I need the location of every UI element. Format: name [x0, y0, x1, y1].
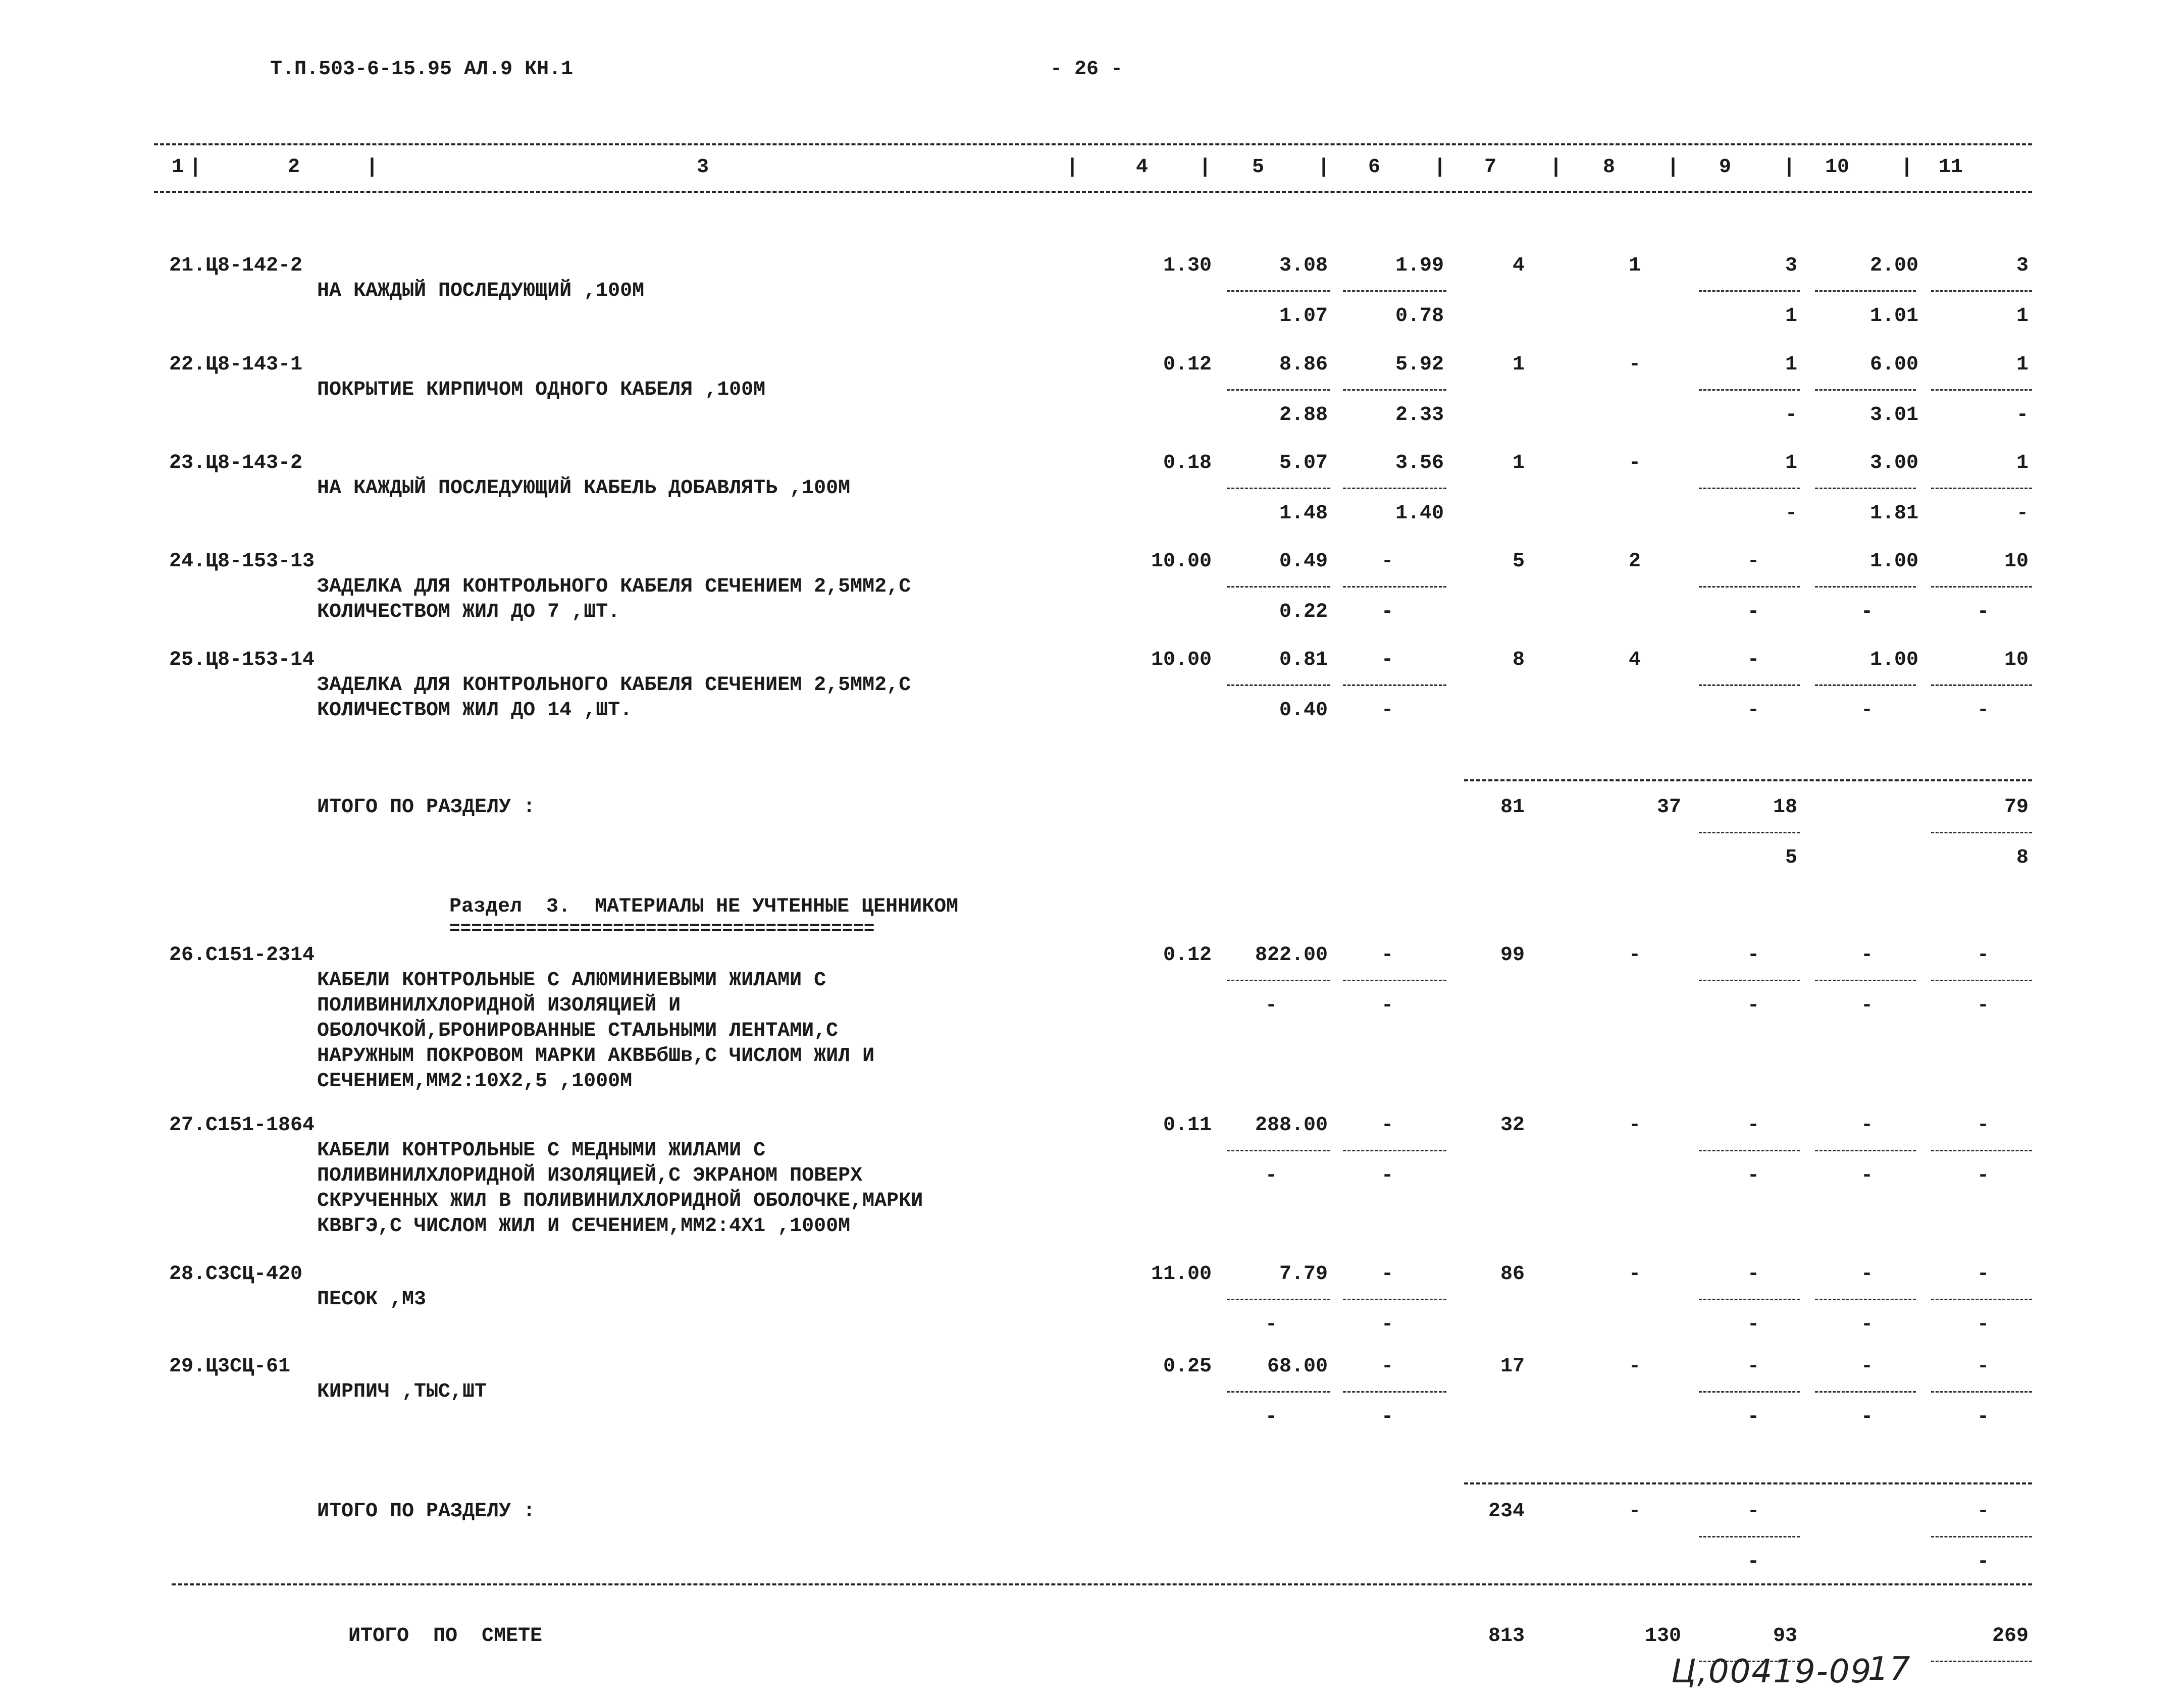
col4-value: 0.25: [1163, 1355, 1212, 1378]
row-description: КОЛИЧЕСТВОМ ЖИЛ ДО 7 ,ШТ.: [317, 601, 620, 623]
row-description: КОЛИЧЕСТВОМ ЖИЛ ДО 14 ,ШТ.: [317, 699, 633, 722]
total-rule: [1464, 779, 2032, 781]
col11-sub: -: [1977, 601, 1989, 623]
total-rule: [1464, 1482, 2032, 1484]
col6-value: -: [1381, 550, 1393, 573]
col-header-1: 1: [172, 156, 184, 179]
col5-value: 288.00: [1255, 1114, 1328, 1137]
col-header-4: 4: [1136, 156, 1149, 179]
total-col9-sub: -: [1747, 1551, 1759, 1573]
col10-value: -: [1860, 1355, 1873, 1378]
handwritten-code: Ц,00419-09: [1671, 1653, 1873, 1690]
row-description: КВВГЭ,С ЧИСЛОМ ЖИЛ И СЕЧЕНИЕМ,ММ2:4Х1 ,1000М: [317, 1215, 851, 1238]
col10-sub: -: [1860, 601, 1873, 623]
row-description: КИРПИЧ ,ТЫС,ШТ: [317, 1380, 487, 1403]
row-code: 27.С151-1864: [169, 1114, 315, 1137]
col9-sub: -: [1747, 994, 1759, 1017]
col6-sub: -: [1381, 994, 1393, 1017]
col11-value: -: [1977, 1355, 1989, 1378]
row-description: ПОКРЫТИЕ КИРПИЧОМ ОДНОГО КАБЕЛЯ ,100М: [317, 379, 766, 401]
col10-sub: -: [1860, 994, 1873, 1017]
col10-value: -: [1860, 944, 1873, 967]
col6-sub: 2.33: [1395, 404, 1444, 427]
col9-value: -: [1747, 649, 1759, 671]
col10-value: 1.00: [1869, 649, 1918, 671]
col6-value: -: [1381, 1355, 1393, 1378]
col6-value: -: [1381, 1263, 1393, 1286]
col5-sub: 1.07: [1279, 305, 1328, 328]
total-col7: 234: [1488, 1500, 1525, 1523]
page-number: - 26 -: [1050, 58, 1123, 81]
total-col11: -: [1977, 1500, 1989, 1523]
col5-sub: -: [1265, 1313, 1277, 1336]
total-col8: -: [1628, 1500, 1641, 1523]
col-header-2: 2: [288, 156, 300, 179]
row-description: ОБОЛОЧКОЙ,БРОНИРОВАННЫЕ СТАЛЬНЫМИ ЛЕНТАМИ,С: [317, 1020, 839, 1042]
col7-value: 4: [1512, 254, 1525, 277]
col8-value: 2: [1628, 550, 1641, 573]
col8-value: 1: [1628, 254, 1641, 277]
col-header-9: 9: [1719, 156, 1732, 179]
col10-value: 3.00: [1869, 452, 1918, 474]
col5-sub: -: [1265, 1164, 1277, 1187]
row-description: СКРУЧЕННЫХ ЖИЛ В ПОЛИВИНИЛХЛОРИДНОЙ ОБОЛОЧКЕ,МАРКИ: [317, 1190, 923, 1212]
col-header-6: 6: [1368, 156, 1381, 179]
row-description: ПОЛИВИНИЛХЛОРИДНОЙ ИЗОЛЯЦИЕЙ,С ЭКРАНОМ ПОВЕРХ: [317, 1164, 863, 1187]
col8-value: 4: [1628, 649, 1641, 671]
col-header-11: 11: [1939, 156, 1963, 179]
col10-value: -: [1860, 1114, 1873, 1137]
col9-value: -: [1747, 1114, 1759, 1137]
grand-total-col11: 269: [1992, 1625, 2029, 1648]
col-header-10: 10: [1825, 156, 1850, 179]
col9-value: -: [1747, 1263, 1759, 1286]
col11-value: -: [1977, 1263, 1989, 1286]
col6-sub: -: [1381, 601, 1393, 623]
col7-value: 8: [1512, 649, 1525, 671]
header-top-rule: [154, 143, 2032, 145]
col10-sub: -: [1860, 1313, 1873, 1336]
col6-sub: 0.78: [1395, 305, 1444, 328]
col9-value: -: [1747, 1355, 1759, 1378]
col11-sub: -: [1977, 994, 1989, 1017]
row-code: 24.Ц8-153-13: [169, 550, 315, 573]
col5-sub: -: [1265, 1406, 1277, 1428]
row-code: 28.С3СЦ-420: [169, 1263, 303, 1286]
col8-value: -: [1628, 1263, 1641, 1286]
row-code: 22.Ц8-143-1: [169, 353, 303, 376]
col11-sub: -: [1977, 1164, 1989, 1187]
estimate-page: Т.П.503-6-15.95 АЛ.9 КН.1 - 26 - 1 | 2 | 3 | 4 | 5 | 6 | 7 | 8 | 9 | 10 | 11 21.Ц8-142-2 НА КАЖДЫЙ ПОСЛЕДУЮЩИЙ ,100М 1.30 3.08 1.99 1.07 0.78 4 1 3 2.00 3 1 1.01 1 22.Ц8-143-1 ПОКРЫТИЕ КИРПИЧОМ ОДНОГО КАБЕЛЯ ,100М 0.12 8.86 5.92 2.88 2.33 1 - 1 6.00 1 - 3.01 - 23.Ц8-143-2 НА КАЖДЫЙ ПОСЛЕДУЮЩИЙ КАБЕЛЬ ДОБАВЛЯТЬ ,100М 0.18 5.07 3.56 1.48 1.40 1 - 1 3.00 1 - 1.81 - 24.Ц8-153-13 ЗАДЕЛКА ДЛЯ КОНТРОЛЬНОГО КАБЕЛЯ СЕЧЕНИЕМ 2,5ММ2,С КОЛИЧЕСТВОМ ЖИЛ ДО 7 ,ШТ. 10.00 0.49 - 0.22 - 5 2 - 1.00 10 - - - 25.Ц8-153-14 ЗАДЕЛКА ДЛЯ КОНТРОЛЬНОГО КАБЕЛЯ СЕЧЕНИЕМ 2,5ММ2,С КОЛИЧЕСТВОМ ЖИЛ ДО 14 ,ШТ. 10.00 0.81 - 0.40 - 8 4 - 1.00 10 - - - ИТОГО ПО РАЗДЕЛУ : 81 37 18 79 5 8 Раздел 3. МАТЕРИАЛЫ НЕ УЧТЕННЫЕ ЦЕННИКОМ ======================================= 26.С151-2314 КАБЕЛИ КОНТРОЛЬНЫЕ С АЛЮМИНИЕВЫМИ ЖИЛАМИ С ПОЛИВИНИЛХЛОРИДНОЙ ИЗОЛЯЦИЕЙ И ОБОЛОЧКОЙ,БРОНИРОВАННЫЕ СТАЛЬНЫМИ ЛЕНТАМИ,С НАРУЖНЫМ ПОКРОВОМ МАРКИ АКВБбШв,С ЧИСЛОМ ЖИЛ И СЕЧЕНИЕМ,ММ2:10Х2,5 ,1000М 0.12 822.00 - - - 99 - - - - - - - 27.С151-1864 КАБЕЛИ КОНТРОЛЬНЫЕ С МЕДНЫМИ ЖИЛАМИ С ПОЛИВИНИЛХЛОРИДНОЙ ИЗОЛЯЦИЕЙ,С ЭКРАНОМ ПОВЕРХ СКРУЧЕННЫХ ЖИЛ В ПОЛИВИНИЛХЛОРИДНОЙ ОБОЛОЧКЕ,МАРКИ КВВГЭ,С ЧИСЛОМ ЖИЛ И СЕЧЕНИЕМ,ММ2:4Х1 ,1000М 0.11 288.00 - - - 32 - - - - - - - 28.С3СЦ-420 ПЕСОК ,М3 11.00 7.79 - - - 86 - - - - - - - 29.Ц3СЦ-61 КИРПИЧ ,ТЫС,ШТ 0.25 68.00 - - - 17 - - - - - - - ИТОГО ПО РАЗДЕЛУ : 234 - - - - - ИТОГО ПО СМЕТЕ 813 130 93 269 Ц,00419-09 17: [0, 0, 2184, 1700]
col6-value: 5.92: [1395, 353, 1444, 376]
total-col11-sub: 8: [2016, 846, 2029, 869]
col8-value: -: [1628, 1355, 1641, 1378]
col5-value: 3.08: [1279, 254, 1328, 277]
col7-value: 32: [1500, 1114, 1525, 1137]
col11-sub: -: [1977, 1313, 1989, 1336]
handwritten-sheet: 17: [1868, 1651, 1911, 1688]
row-description: НАРУЖНЫМ ПОКРОВОМ МАРКИ АКВБбШв,С ЧИСЛОМ ЖИЛ И: [317, 1045, 875, 1068]
col10-value: 1.00: [1869, 550, 1918, 573]
grand-total-col9: 93: [1773, 1625, 1797, 1648]
col9-sub: -: [1747, 1313, 1759, 1336]
total-col9-sub: 5: [1785, 846, 1797, 869]
col-header-8: 8: [1603, 156, 1616, 179]
col8-value: -: [1628, 452, 1641, 474]
col11-value: -: [1977, 944, 1989, 967]
col5-sub: 2.88: [1279, 404, 1328, 427]
col11-sub: -: [1977, 699, 1989, 722]
grand-total-label: ИТОГО ПО СМЕТЕ: [348, 1625, 543, 1648]
col9-sub: -: [1747, 1406, 1759, 1428]
row-description: ЗАДЕЛКА ДЛЯ КОНТРОЛЬНОГО КАБЕЛЯ СЕЧЕНИЕМ 2,5ММ2,С: [317, 575, 911, 598]
section-heading-underline: =======================================: [449, 918, 875, 939]
row-code: 29.Ц3СЦ-61: [169, 1355, 291, 1378]
col10-sub: 3.01: [1869, 404, 1918, 427]
col11-value: -: [1977, 1114, 1989, 1137]
col10-sub: 1.01: [1869, 305, 1918, 328]
total-col9: 18: [1773, 796, 1797, 819]
col5-value: 7.79: [1279, 1263, 1328, 1286]
col9-sub: -: [1747, 601, 1759, 623]
col-header-3: 3: [697, 156, 709, 179]
col4-value: 0.12: [1163, 944, 1212, 967]
row-code: 26.С151-2314: [169, 944, 315, 967]
row-description: ПОЛИВИНИЛХЛОРИДНОЙ ИЗОЛЯЦИЕЙ И: [317, 994, 681, 1017]
col9-value: -: [1747, 944, 1759, 967]
col11-sub: -: [2016, 404, 2029, 427]
total-col8: 37: [1656, 796, 1681, 819]
total-label: ИТОГО ПО РАЗДЕЛУ :: [317, 1500, 536, 1523]
grand-total-rule: [172, 1583, 2032, 1585]
col7-value: 86: [1500, 1263, 1525, 1286]
row-description: НА КАЖДЫЙ ПОСЛЕДУЮЩИЙ КАБЕЛЬ ДОБАВЛЯТЬ ,100М: [317, 477, 851, 500]
col10-sub: -: [1860, 1406, 1873, 1428]
col6-sub: -: [1381, 1406, 1393, 1428]
col7-value: 5: [1512, 550, 1525, 573]
col-header-7: 7: [1484, 156, 1497, 179]
col9-value: -: [1747, 550, 1759, 573]
col9-sub: -: [1785, 502, 1797, 525]
section-heading: Раздел 3. МАТЕРИАЛЫ НЕ УЧТЕННЫЕ ЦЕННИКОМ: [449, 895, 959, 918]
row-code: 21.Ц8-142-2: [169, 254, 303, 277]
col4-value: 0.12: [1163, 353, 1212, 376]
col5-value: 5.07: [1279, 452, 1328, 474]
col11-value: 1: [2016, 353, 2029, 376]
grand-total-col7: 813: [1488, 1625, 1525, 1648]
col11-value: 3: [2016, 254, 2029, 277]
total-col7: 81: [1500, 796, 1525, 819]
total-col9: -: [1747, 1500, 1759, 1523]
col5-sub: 0.22: [1279, 601, 1328, 623]
col7-value: 99: [1500, 944, 1525, 967]
col6-value: -: [1381, 1114, 1393, 1137]
col5-value: 68.00: [1267, 1355, 1328, 1378]
col7-value: 1: [1512, 452, 1525, 474]
col11-sub: 1: [2016, 305, 2029, 328]
col4-value: 0.11: [1163, 1114, 1212, 1137]
row-code: 25.Ц8-153-14: [169, 649, 315, 671]
col6-sub: -: [1381, 1164, 1393, 1187]
col4-value: 10.00: [1151, 649, 1212, 671]
row-description: НА КАЖДЫЙ ПОСЛЕДУЮЩИЙ ,100М: [317, 280, 645, 302]
col9-sub: -: [1747, 1164, 1759, 1187]
col9-value: 1: [1785, 353, 1797, 376]
col5-value: 0.49: [1279, 550, 1328, 573]
total-col11: 79: [2004, 796, 2029, 819]
col5-sub: -: [1265, 994, 1277, 1017]
col6-value: -: [1381, 649, 1393, 671]
header-bottom-rule: [154, 191, 2032, 193]
col9-sub: -: [1785, 404, 1797, 427]
col9-sub: -: [1747, 699, 1759, 722]
col8-value: -: [1628, 353, 1641, 376]
col11-value: 10: [2004, 550, 2029, 573]
col6-value: 1.99: [1395, 254, 1444, 277]
col9-value: 1: [1785, 452, 1797, 474]
row-description: СЕЧЕНИЕМ,ММ2:10Х2,5 ,1000М: [317, 1070, 633, 1093]
col10-sub: 1.81: [1869, 502, 1918, 525]
col6-sub: 1.40: [1395, 502, 1444, 525]
row-description: КАБЕЛИ КОНТРОЛЬНЫЕ С АЛЮМИНИЕВЫМИ ЖИЛАМИ С: [317, 969, 826, 992]
col10-value: 6.00: [1869, 353, 1918, 376]
col6-value: -: [1381, 944, 1393, 967]
col9-value: 3: [1785, 254, 1797, 277]
row-description: ЗАДЕЛКА ДЛЯ КОНТРОЛЬНОГО КАБЕЛЯ СЕЧЕНИЕМ 2,5ММ2,С: [317, 674, 911, 697]
col11-sub: -: [1977, 1406, 1989, 1428]
col7-value: 17: [1500, 1355, 1525, 1378]
total-label: ИТОГО ПО РАЗДЕЛУ :: [317, 796, 536, 819]
document-reference: Т.П.503-6-15.95 АЛ.9 КН.1: [270, 58, 574, 81]
col5-value: 8.86: [1279, 353, 1328, 376]
col11-value: 1: [2016, 452, 2029, 474]
grand-total-col8: 130: [1644, 1625, 1681, 1648]
col5-sub: 1.48: [1279, 502, 1328, 525]
col10-value: 2.00: [1869, 254, 1918, 277]
col6-sub: -: [1381, 699, 1393, 722]
col8-value: -: [1628, 1114, 1641, 1137]
col11-sub: -: [2016, 502, 2029, 525]
col11-value: 10: [2004, 649, 2029, 671]
row-description: ПЕСОК ,М3: [317, 1288, 427, 1311]
col10-value: -: [1860, 1263, 1873, 1286]
col5-value: 0.81: [1279, 649, 1328, 671]
col5-sub: 0.40: [1279, 699, 1328, 722]
col10-sub: -: [1860, 699, 1873, 722]
col4-value: 1.30: [1163, 254, 1212, 277]
total-col11-sub: -: [1977, 1551, 1989, 1573]
col5-value: 822.00: [1255, 944, 1328, 967]
col4-value: 0.18: [1163, 452, 1212, 474]
col10-sub: -: [1860, 1164, 1873, 1187]
col9-sub: 1: [1785, 305, 1797, 328]
col4-value: 10.00: [1151, 550, 1212, 573]
col-header-5: 5: [1252, 156, 1265, 179]
row-code: 23.Ц8-143-2: [169, 452, 303, 474]
col6-sub: -: [1381, 1313, 1393, 1336]
row-description: КАБЕЛИ КОНТРОЛЬНЫЕ С МЕДНЫМИ ЖИЛАМИ С: [317, 1139, 766, 1162]
col4-value: 11.00: [1151, 1263, 1212, 1286]
col8-value: -: [1628, 944, 1641, 967]
col6-value: 3.56: [1395, 452, 1444, 474]
col7-value: 1: [1512, 353, 1525, 376]
